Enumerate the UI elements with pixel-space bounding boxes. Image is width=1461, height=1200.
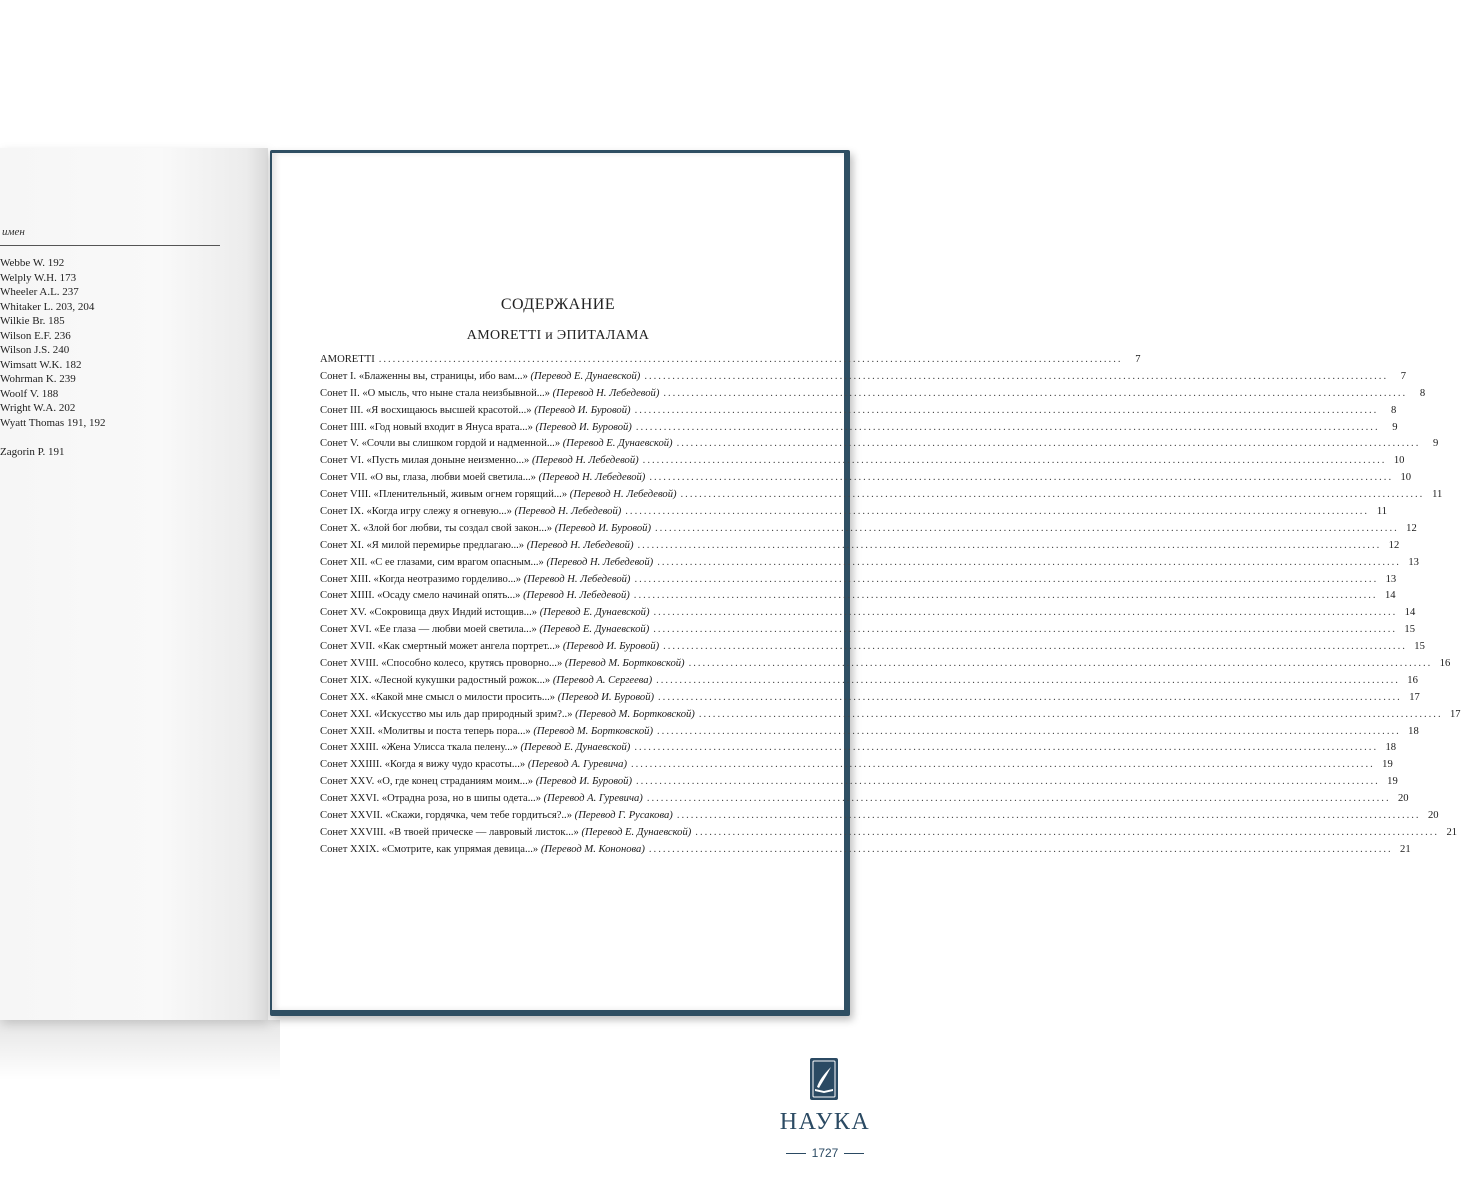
index-entry: Wilkie Br. 185 (0, 315, 65, 327)
toc-entry (320, 438, 673, 449)
toc-page-number: 15 (1414, 641, 1425, 653)
divider (844, 1153, 864, 1154)
toc-entry (320, 709, 695, 720)
toc-entry-translator: (Перевод Н. Лебедевой) (523, 590, 630, 602)
toc-entry-translator: (Перевод И. Буровой) (562, 641, 660, 653)
divider (786, 1153, 806, 1154)
table-of-contents (320, 354, 1461, 861)
index-entry: Wheeler A.L. 237 (0, 286, 79, 298)
toc-entry-title: Сонет X. «Злой бог любви, ты создал свой закон...» (320, 522, 553, 534)
index-entry: Zagorin P. 191 (0, 446, 65, 458)
leader-dots (638, 540, 1382, 551)
toc-row (320, 793, 1409, 810)
toc-row (320, 742, 1397, 759)
toc-entry-title: Сонет XXVIII. «В твоей прическе — лавровый листок...» (320, 826, 579, 838)
leader-dots (663, 641, 1407, 652)
toc-entry-title: Сонет XX. «Какой мне смысл о милости просить...» (320, 691, 556, 703)
leader-dots (677, 438, 1421, 449)
toc-row (320, 370, 1407, 388)
right-page (272, 153, 1461, 1010)
toc-entry-translator: (Перевод Н. Лебедевой) (538, 472, 646, 484)
toc-entry-translator: (Перевод М. Бортковской) (575, 708, 695, 720)
toc-entry (320, 540, 634, 551)
toc-row (320, 810, 1439, 827)
index-entry: Whitaker L. 203, 204 (0, 300, 95, 313)
publisher-name: НАУКА (779, 1109, 871, 1135)
leader-dots (644, 371, 1388, 382)
toc-row (320, 455, 1405, 472)
leader-dots (657, 557, 1401, 568)
toc-entry-translator: (Перевод И. Буровой) (534, 404, 631, 416)
toc-entry-title: Сонет VII. «О вы, глаза, любви моей светила...» (320, 472, 536, 484)
book-quill-icon (809, 1057, 839, 1101)
toc-entry-translator: (Перевод Г. Русакова) (574, 810, 673, 822)
leader-dots (631, 759, 1375, 770)
toc-entry-title: Сонет II. «О мысль, что ныне стала неизбывной...» (320, 387, 550, 399)
toc-page-number: 13 (1385, 573, 1397, 585)
toc-row (320, 421, 1398, 439)
toc-entry-translator: (Перевод И. Буровой) (554, 522, 651, 534)
leader-dots (647, 793, 1391, 804)
toc-row (320, 843, 1411, 861)
toc-row (320, 641, 1425, 658)
toc-entry-title: Сонет VI. «Пусть милая доныне неизменно...» (320, 455, 530, 467)
toc-page-number: 19 (1387, 776, 1398, 788)
toc-entry-title: Сонет XXIII. «Жена Улисса ткала пелену...» (320, 742, 518, 754)
index-entry: Wyatt Thomas 191, 192 (0, 416, 106, 429)
toc-row (320, 826, 1458, 844)
toc-entry (320, 810, 673, 821)
toc-row (320, 607, 1416, 624)
toc-entry-translator: (Перевод Е. Дунаевской) (562, 438, 673, 450)
toc-entry-translator: (Перевод И. Буровой) (535, 421, 632, 433)
leader-dots (658, 692, 1402, 703)
toc-entry-title: Сонет XVII. «Как смертный может ангела портрет...» (320, 641, 561, 653)
toc-row (320, 759, 1393, 776)
toc-entry-translator: (Перевод А. Сергеева) (552, 674, 653, 686)
index-entry: Webbe W. 192 (0, 257, 65, 269)
leader-dots (663, 388, 1407, 399)
toc-entry-title: Сонет VIII. «Пленительный, живым огнем горящий...» (320, 489, 568, 501)
leader-dots (681, 489, 1425, 500)
toc-entry (320, 422, 632, 433)
toc-entry-translator: (Перевод Н. Лебедевой) (526, 539, 634, 551)
toc-row (320, 387, 1426, 405)
toc-page-number: 16 (1407, 674, 1418, 686)
leader-dots (689, 658, 1433, 669)
toc-title: СОДЕРЖАНИЕ (500, 296, 616, 313)
toc-page-number: 21 (1446, 826, 1458, 838)
toc-entry (320, 827, 691, 838)
toc-entry-title: Сонет XIX. «Лесной кукушки радостный рожок...» (320, 674, 551, 686)
leader-dots (649, 472, 1393, 483)
leader-dots (636, 776, 1380, 787)
toc-entry-title: Сонет XXV. «О, где конец страданиям моим...» (320, 776, 534, 788)
toc-entry (320, 472, 645, 483)
leader-dots (656, 675, 1400, 686)
toc-entry-translator: (Перевод М. Бортковской) (564, 658, 685, 670)
toc-entry (320, 489, 677, 500)
toc-page-number: 10 (1393, 455, 1405, 467)
toc-page-number: 15 (1404, 624, 1415, 636)
toc-entry-title: Сонет IIII. «Год новый входит в Януса врата...» (320, 421, 533, 433)
leader-dots (634, 590, 1378, 601)
toc-entry-title: Сонет III. «Я восхищаюсь высшей красотой...» (320, 404, 532, 416)
toc-entry (320, 844, 645, 855)
toc-page-number: 20 (1398, 793, 1409, 805)
leader-dots (655, 523, 1399, 534)
toc-page-number: 13 (1408, 556, 1419, 568)
index-entry: Wilson J.S. 240 (0, 344, 70, 356)
index-entry: Wohrman K. 239 (0, 373, 76, 385)
toc-entry (320, 354, 375, 365)
toc-entry-translator: (Перевод Е. Дунаевской) (520, 742, 631, 754)
toc-entry-title: Сонет XIIII. «Осаду смело начинай опять...» (320, 590, 521, 602)
toc-row (320, 590, 1396, 607)
publisher-year: 1727 (811, 1146, 839, 1160)
name-index-list (0, 256, 105, 460)
toc-page-number: 11 (1376, 506, 1388, 518)
leader-dots (699, 709, 1443, 720)
toc-entry-translator: (Перевод Е. Дунаевской) (539, 624, 650, 636)
index-entry: Welply W.H. 173 (0, 271, 77, 284)
toc-row (320, 674, 1418, 692)
index-entry: Wright W.A. 202 (0, 402, 76, 414)
toc-entry-translator: (Перевод Н. Лебедевой) (531, 455, 639, 467)
toc-entry (320, 590, 630, 601)
toc-page-number: 7 (1400, 370, 1407, 382)
toc-row (320, 354, 1141, 371)
toc-row (320, 691, 1420, 709)
toc-page-number: 14 (1404, 607, 1416, 619)
toc-row (320, 506, 1388, 523)
leader-dots (677, 810, 1421, 821)
toc-entry-translator: (Перевод И. Буровой) (535, 776, 632, 788)
toc-row (320, 489, 1443, 506)
toc-entry-title: Сонет XXVII. «Скажи, гордячка, чем тебе гордиться?..» (320, 810, 573, 822)
toc-entry (320, 607, 650, 618)
toc-entry-title: Сонет XXII. «Молитвы и поста теперь пора...» (320, 725, 531, 737)
leader-dots (643, 455, 1387, 466)
toc-entry-translator: (Перевод М. Бортковской) (533, 725, 654, 737)
toc-entry-title: Сонет XXVI. «Отрадна роза, но в шипы одета...» (320, 793, 541, 805)
toc-page-number: 12 (1388, 539, 1400, 551)
toc-entry-title: Сонет XIII. «Когда неотразимо горделиво...» (320, 573, 522, 585)
toc-entry-title: Сонет XXI. «Искусство мы иль дар природный зрим?..» (320, 708, 573, 720)
toc-entry (320, 624, 649, 635)
toc-page-number: 11 (1432, 489, 1443, 501)
leader-dots (634, 742, 1378, 753)
toc-row (320, 556, 1419, 574)
leader-dots (657, 726, 1401, 737)
index-gap (0, 430, 105, 445)
toc-page-number: 19 (1382, 759, 1393, 771)
toc-row (320, 404, 1397, 422)
running-head: имен (2, 226, 25, 238)
toc-entry-title: Сонет XV. «Сокровища двух Индий истощив...» (320, 607, 538, 619)
toc-entry-translator: (Перевод Н. Лебедевой) (514, 506, 622, 518)
toc-page-number: 20 (1427, 810, 1439, 822)
toc-row (320, 708, 1461, 726)
toc-entry-title: Сонет XXIX. «Смотрите, как упрямая девица...» (320, 843, 539, 855)
toc-page-number: 9 (1392, 421, 1398, 433)
toc-entry-translator: (Перевод А. Гуревича) (527, 759, 627, 771)
leader-dots (634, 574, 1378, 585)
toc-page-number: 18 (1385, 742, 1397, 754)
toc-entry (320, 405, 631, 416)
toc-row (320, 472, 1412, 489)
toc-entry-translator: (Перевод Н. Лебедевой) (546, 556, 654, 568)
index-entry: Woolf V. 188 (0, 387, 59, 400)
toc-entry-title: Сонет XVI. «Ее глаза — любви моей светила...» (320, 624, 537, 636)
toc-row (320, 658, 1451, 675)
leader-dots (379, 354, 1123, 365)
toc-page-number: 14 (1384, 590, 1396, 602)
toc-entry (320, 675, 652, 686)
toc-row (320, 539, 1400, 557)
toc-row (320, 725, 1419, 743)
toc-row (320, 438, 1439, 455)
toc-page-number: 16 (1439, 658, 1451, 670)
toc-entry (320, 793, 643, 804)
leader-dots (653, 624, 1397, 635)
leader-dots (635, 405, 1379, 416)
toc-entry-title: AMORETTI (320, 354, 375, 365)
leader-dots (636, 422, 1380, 433)
toc-page-number: 10 (1400, 472, 1412, 484)
toc-entry (320, 742, 630, 753)
toc-entry-title: Сонет IX. «Когда игру слежу я огневую...» (320, 506, 512, 518)
toc-entry-translator: (Перевод Н. Лебедевой) (552, 387, 660, 399)
toc-entry (320, 658, 685, 669)
toc-entry-title: Сонет XII. «С ее глазами, сим врагом опасным...» (320, 556, 544, 568)
toc-entry-translator: (Перевод Е. Дунаевской) (539, 607, 650, 619)
toc-entry (320, 388, 659, 399)
toc-page-number: 8 (1419, 387, 1426, 399)
toc-entry-translator: (Перевод Е. Дунаевской) (581, 826, 692, 838)
toc-row (320, 624, 1415, 641)
page-shadow (0, 1020, 280, 1080)
toc-entry (320, 371, 640, 382)
toc-page-number: 17 (1450, 708, 1461, 720)
toc-row (320, 573, 1397, 591)
toc-subtitle: AMORETTI и ЭПИТАЛАМА (466, 328, 650, 343)
toc-page-number: 8 (1391, 404, 1397, 416)
toc-entry-translator: (Перевод А. Гуревича) (543, 793, 643, 805)
toc-entry-translator: (Перевод М. Кононова) (540, 843, 645, 855)
toc-entry-translator: (Перевод И. Буровой) (557, 691, 655, 703)
toc-entry (320, 726, 653, 737)
toc-page-number: 17 (1409, 691, 1420, 703)
toc-row (320, 776, 1398, 793)
index-entry: Wilson E.F. 236 (0, 329, 71, 342)
leader-dots (654, 607, 1398, 618)
publisher-logo (775, 1057, 875, 1167)
leader-dots (625, 506, 1369, 517)
publisher-year-line (775, 1145, 875, 1161)
toc-entry (320, 523, 651, 534)
toc-entry (320, 641, 659, 652)
leader-dots (649, 844, 1393, 855)
toc-entry (320, 776, 632, 787)
toc-entry-translator: (Перевод Е. Дунаевской) (530, 370, 641, 382)
header-rule (0, 245, 220, 246)
toc-entry (320, 759, 627, 770)
index-entry: Wimsatt W.K. 182 (0, 358, 82, 371)
toc-entry-title: Сонет XVIII. «Способно колесо, крутясь проворно...» (320, 658, 563, 670)
toc-entry (320, 506, 621, 517)
toc-entry-translator: (Перевод Н. Лебедевой) (523, 573, 631, 585)
toc-entry-title: Сонет V. «Сочли вы слишком гордой и надменной...» (320, 438, 561, 450)
toc-page-number: 9 (1433, 438, 1439, 450)
toc-entry-title: Сонет XXIIII. «Когда я вижу чудо красоты...» (320, 759, 526, 771)
toc-entry-title: Сонет XI. «Я милой перемирье предлагаю...» (320, 539, 525, 551)
toc-page-number: 7 (1135, 354, 1141, 365)
toc-entry-title: Сонет I. «Блаженны вы, страницы, ибо вам...» (320, 370, 528, 382)
toc-page-number: 12 (1406, 522, 1417, 534)
leader-dots (695, 827, 1439, 838)
toc-entry (320, 455, 639, 466)
toc-row (320, 522, 1417, 540)
toc-entry (320, 692, 654, 703)
toc-page-number: 18 (1408, 725, 1419, 737)
left-page (0, 148, 268, 1020)
toc-entry (320, 557, 653, 568)
toc-entry-translator: (Перевод Н. Лебедевой) (569, 489, 677, 501)
toc-entry (320, 574, 630, 585)
toc-page-number: 21 (1400, 843, 1411, 855)
